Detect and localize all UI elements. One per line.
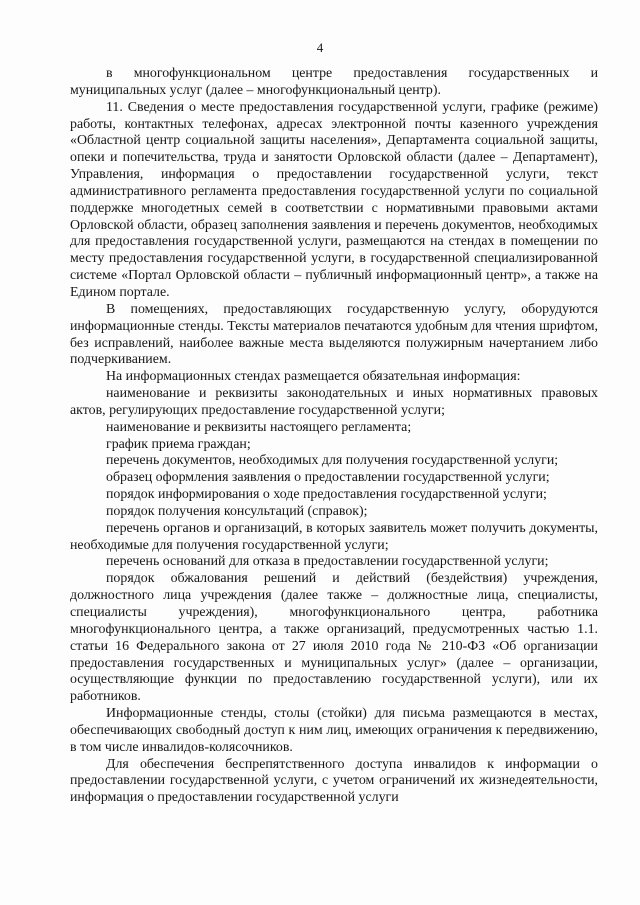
page-number: 4 [316, 40, 324, 55]
list-item: перечень органов и организаций, в которых заявитель может получить документы, необходимые для получения государственной услуги; [70, 520, 598, 553]
list-item: перечень оснований для отказа в предоставлении государственной услуги; [106, 554, 549, 570]
paragraph-mandatory-info: На информационных стендах размещается обязательная информация: [106, 369, 521, 385]
paragraph-continuation: в многофункциональном центре предоставления государственных и муниципальных услуг (далее – многофункциональный центр). [70, 66, 598, 98]
list-item: наименование и реквизиты настоящего регламента; [106, 419, 412, 435]
paragraph-section-11: 11. Сведения о месте предоставления государственной услуги, графике (режиме) работы, контактных телефонах, адресах электронной почты казенного учреждения «Областной центр социальной защиты населения», Департамента социальной защиты, опеки и попечительства, труда и занятости Орловской области (далее – Департамент), Управления, информация о предоставлении государственной услуги, текст административного регламента предоставления государственной услуги по социальной поддержке многодетных семей в соответствии с нормативными правовыми актами Орловской области, образец заполнения заявления и перечень документов, необходимых для предоставления государственной услуги, размещаются на стендах в помещении по месту предоставления государственной услуги, в государственной специализированной системе «Портал Орловской области – публичный информационный центр», а также на Едином портале. [70, 99, 598, 300]
paragraph-disabled-access: Для обеспечения беспрепятственного доступа инвалидов к информации о предоставлении государственной услуги, с учетом ограничений их жизнедеятельности, информация о предоставлении государственной услуги [70, 756, 598, 806]
list-item: порядок информирования о ходе предоставления государственной услуги; [106, 487, 547, 503]
list-item: перечень документов, необходимых для получения государственной услуги; [106, 453, 559, 469]
paragraph-info-stands: В помещениях, предоставляющих государственную услугу, оборудуются информационные стенды. Тексты материалов печатаются удобным для чтения шрифтом, без исправлений, наиболее важные места выделяются полужирным начертанием либо подчеркиванием. [70, 301, 598, 368]
list-item: порядок обжалования решений и действий (бездействия) учреждения, должностного лица учреждения (далее также – должностные лица, специалисты, специалисты учреждения), многофункционального центра, работника многофункционального центра, а также организаций, предусмотренных частью 1.1. статьи 16 Федерального закона от 27 июля 2010 года № 210-ФЗ «Об организации предоставления государственных и муниципальных услуг» (далее – организации, осуществляющие функции по предоставлению государственной услуги), или их работников. [70, 571, 598, 705]
document-body [70, 66, 598, 807]
paragraph-stands-access: Информационные стенды, столы (стойки) для письма размещаются в местах, обеспечивающих свободный доступ к ним лиц, имеющих ограничения к передвижению, в том числе инвалидов-колясочников. [70, 706, 598, 755]
list-item: порядок получения консультаций (справок); [106, 503, 368, 519]
list-item: образец оформления заявления о предоставлении государственной услуги; [106, 470, 550, 486]
list-item: наименование и реквизиты законодательных и иных нормативных правовых актов, регулирующих предоставление государственной услуги; [70, 386, 598, 418]
list-item: график приема граждан; [106, 436, 251, 452]
